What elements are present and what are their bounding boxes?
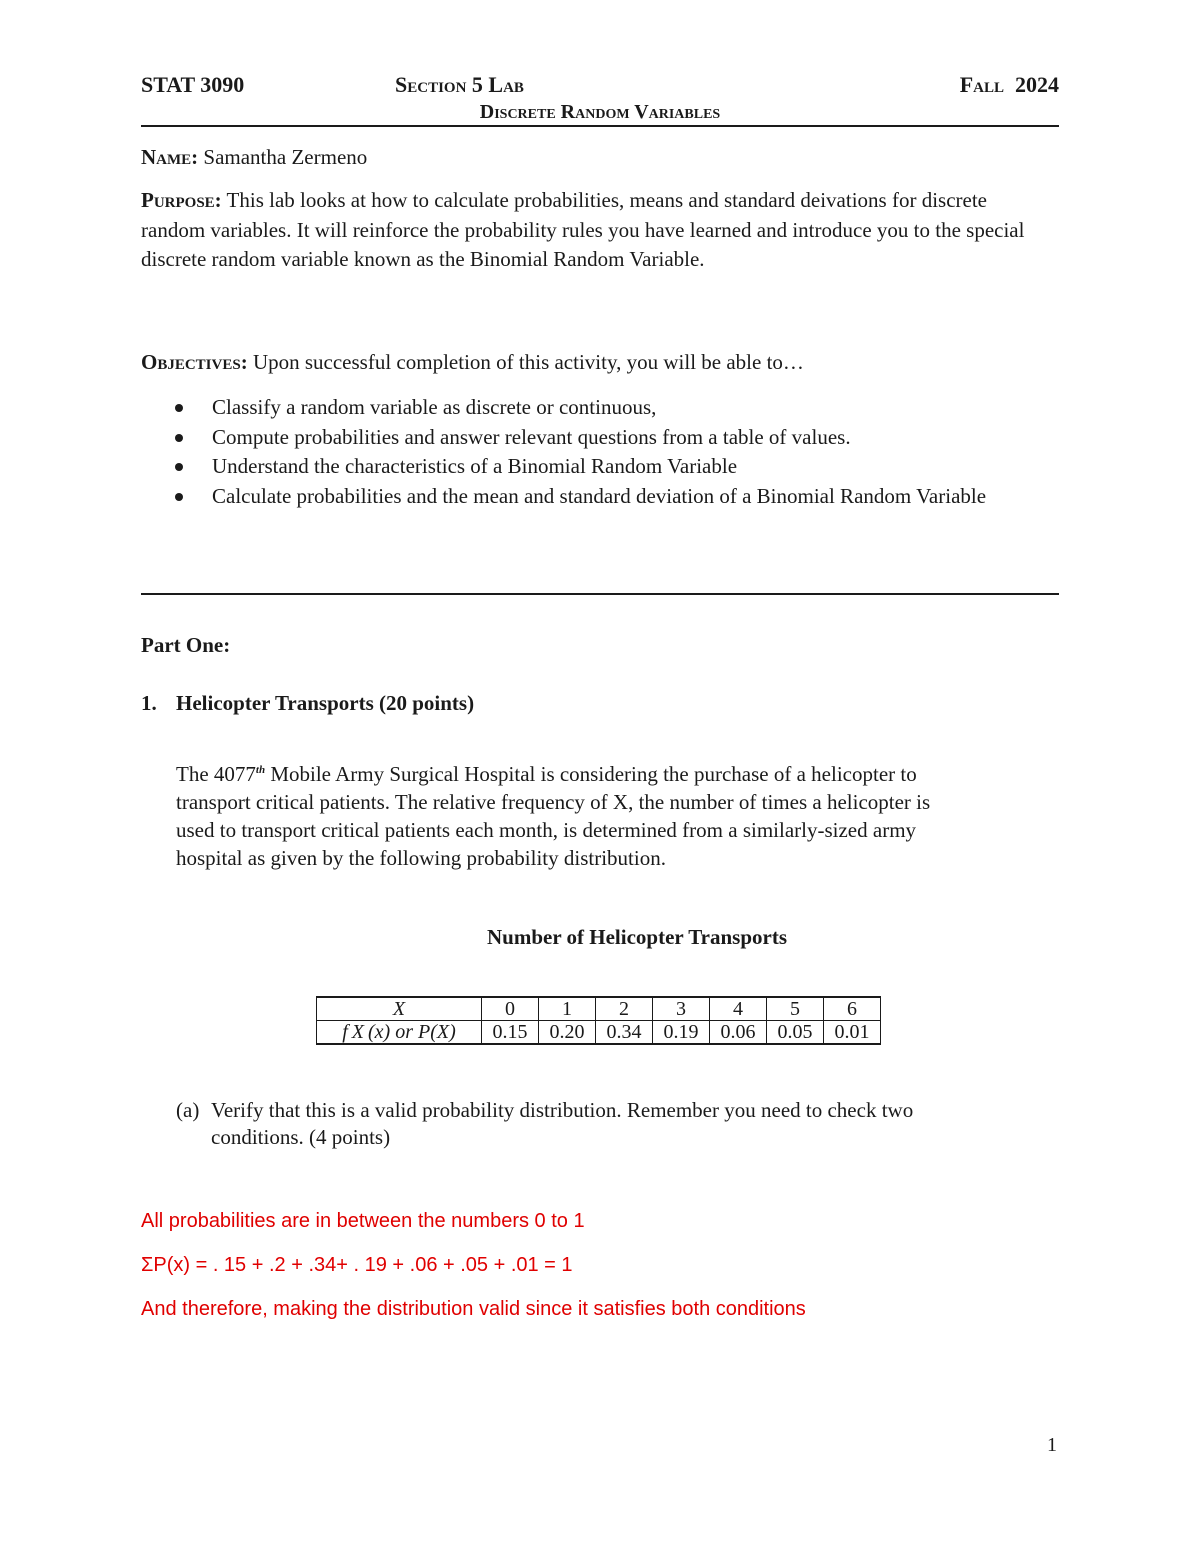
question-text-start: The 4077 — [176, 762, 256, 786]
x-value: 2 — [596, 997, 653, 1021]
x-header: X — [317, 997, 482, 1021]
x-value: 1 — [539, 997, 596, 1021]
page-number: 1 — [1047, 1434, 1057, 1456]
x-value: 0 — [482, 997, 539, 1021]
probability-table — [316, 996, 881, 1045]
part-a-text: Verify that this is a valid probability distribution. Remember you need to check two conditions. (4 points) — [211, 1098, 914, 1149]
question-title: Helicopter Transports (20 points) — [176, 691, 475, 715]
answer-line-2: ΣP(x) = . 15 + .2 + .34+ . 19 + .06 + .05 + .01 = 1 — [141, 1254, 573, 1276]
objective-item: Classify a random variable as discrete or continuous, — [172, 393, 1032, 423]
table-row-p — [317, 1021, 881, 1045]
term-label: Fall 2024 — [959, 72, 1059, 97]
p-value: 0.06 — [710, 1021, 767, 1045]
objectives-intro-text: Upon successful completion of this activity, you will be able to… — [247, 350, 804, 374]
course-code: STAT 3090 — [141, 72, 245, 97]
x-value: 3 — [653, 997, 710, 1021]
p-value: 0.19 — [653, 1021, 710, 1045]
purpose-paragraph — [141, 186, 1031, 275]
x-value: 6 — [824, 997, 881, 1021]
part-title: Part One: — [141, 633, 231, 657]
objectives-list — [172, 393, 1032, 511]
table-row-x — [317, 997, 881, 1021]
objective-item: Understand the characteristics of a Binomial Random Variable — [172, 452, 1032, 482]
objectives-intro — [141, 348, 1041, 378]
p-value: 0.05 — [767, 1021, 824, 1045]
answer-line-3: And therefore, making the distribution valid since it satisfies both conditions — [141, 1298, 806, 1320]
objective-item: Compute probabilities and answer relevant questions from a table of values. — [172, 423, 1032, 453]
objective-item: Calculate probabilities and the mean and standard deviation of a Binomial Random Variable — [172, 482, 1032, 512]
p-value: 0.20 — [539, 1021, 596, 1045]
name-line — [141, 143, 367, 173]
table-title: Number of Helicopter Transports — [487, 925, 788, 949]
lab-title: Discrete Random Variables — [479, 101, 721, 123]
question-number: 1. — [141, 691, 157, 715]
question-text — [176, 756, 936, 872]
ordinal-superscript: th — [255, 764, 266, 776]
section-rule — [141, 593, 1059, 595]
objectives-label: Objectives: — [141, 350, 248, 374]
p-value: 0.01 — [824, 1021, 881, 1045]
part-a-label: (a) — [176, 1098, 200, 1122]
x-value: 5 — [767, 997, 824, 1021]
purpose-text: This lab looks at how to calculate probabilities, means and standard deivations for discrete random variables. It will reinforce the probability rules you have learned and introduce you to the special discrete random variable known as the Binomial Random Variable. — [141, 188, 1025, 271]
section-label: Section 5 Lab — [395, 72, 524, 97]
p-header: f X (x) or P(X) — [317, 1021, 482, 1045]
student-name: Samantha Zermeno — [198, 145, 368, 169]
name-label: Name: — [141, 145, 199, 169]
purpose-label: Purpose: — [141, 188, 222, 212]
p-value: 0.34 — [596, 1021, 653, 1045]
header-rule — [141, 125, 1059, 127]
answer-line-1: All probabilities are in between the numbers 0 to 1 — [141, 1210, 585, 1232]
x-value: 4 — [710, 997, 767, 1021]
p-value: 0.15 — [482, 1021, 539, 1045]
question-text-rest: Mobile Army Surgical Hospital is considering the purchase of a helicopter to transport critical patients. The relative frequency of X, the number of times a helicopter is used to transport critical patients each month, is determined from a similarly-sized army hospital as given by the following probability distribution. — [176, 762, 931, 870]
